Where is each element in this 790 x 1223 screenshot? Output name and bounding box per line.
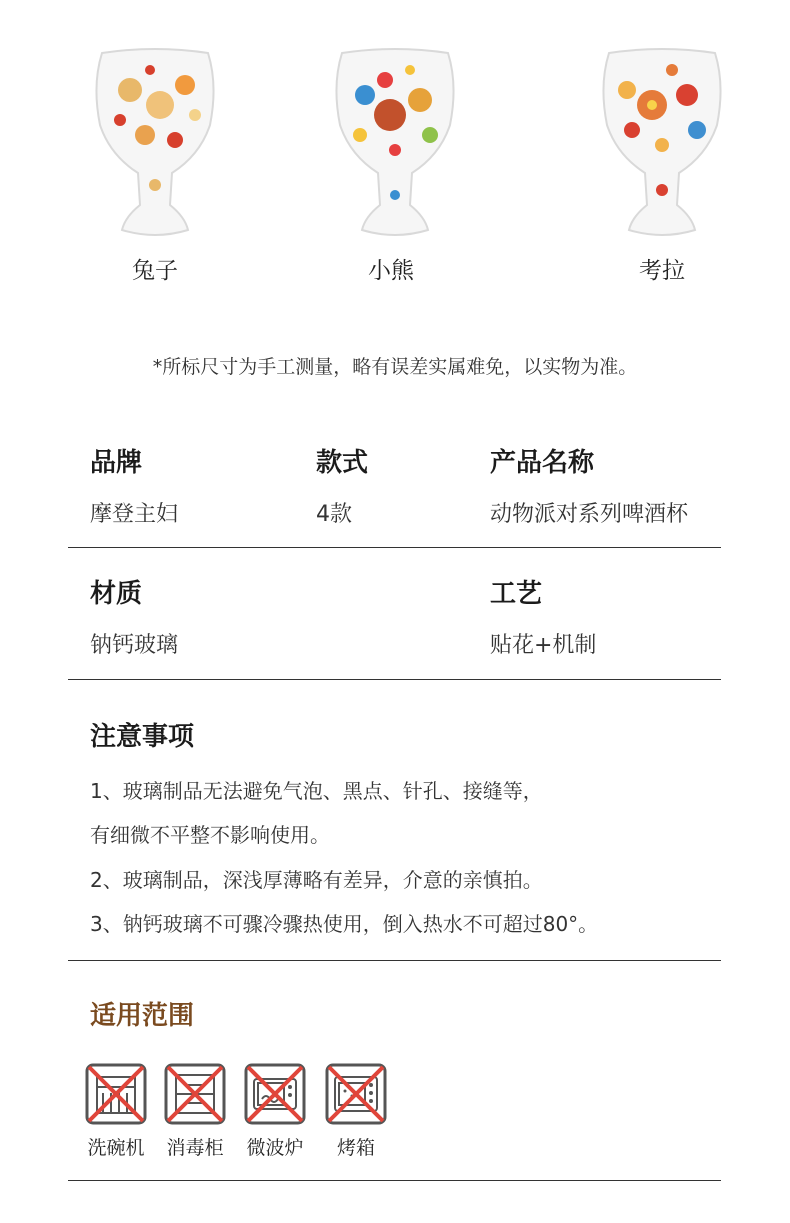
style-value: 4款 [316,502,352,527]
oven-icon [325,1063,387,1125]
divider [68,679,721,680]
sterilizer-cabinet-icon [164,1063,226,1125]
measurement-note: *所标尺寸为手工测量，略有误差实属难免，以实物为准。 [152,356,638,378]
koala-glass-image [597,45,727,240]
notice-line-1: 1、玻璃制品无法避免气泡、黑点、针孔、接缝等， [90,779,543,803]
style-label: 款式 [316,448,369,478]
usage-label-microwave: 微波炉 [246,1137,304,1159]
microwave-icon [244,1063,306,1125]
rabbit-glass-image [90,45,220,240]
brand-label: 品牌 [90,448,143,478]
bear-glass-image [330,45,460,240]
notice-line-4: 3、钠钙玻璃不可骤冷骤热使用，倒入热水不可超过80°。 [90,912,599,936]
material-label: 材质 [90,579,143,609]
glass-label-rabbit: 兔子 [132,258,178,284]
brand-value: 摩登主妇 [90,502,179,527]
usage-label-dishwasher: 洗碗机 [87,1137,145,1159]
usage-label-oven: 烤箱 [336,1137,375,1159]
notice-line-2: 有细微不平整不影响使用。 [90,823,330,847]
product-name-label: 产品名称 [490,448,595,478]
craft-value: 贴花+机制 [490,633,597,658]
divider [68,1180,721,1181]
notice-line-3: 2、玻璃制品，深浅厚薄略有差异，介意的亲慎拍。 [90,868,543,892]
craft-label: 工艺 [490,579,543,609]
glass-label-koala: 考拉 [639,258,685,284]
divider [68,960,721,961]
usage-label-sterilizer: 消毒柜 [166,1137,224,1159]
material-value: 钠钙玻璃 [90,633,179,658]
product-name-value: 动物派对系列啤酒杯 [490,502,689,527]
usage-title: 适用范围 [90,1001,195,1031]
glass-label-bear: 小熊 [368,258,414,284]
divider [68,547,721,548]
notice-title: 注意事项 [90,722,195,752]
dishwasher-icon [85,1063,147,1125]
